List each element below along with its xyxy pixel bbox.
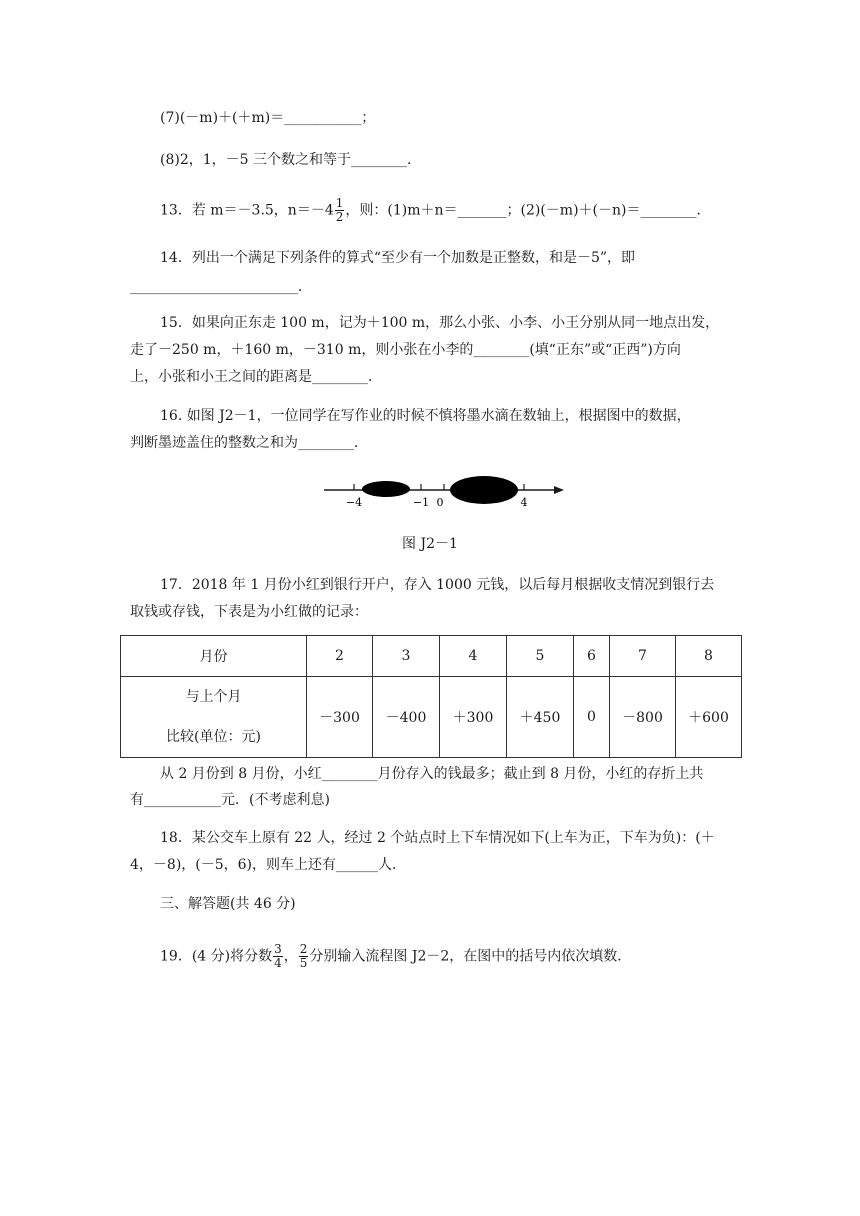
question-17-line-2: 取钱或存钱，下表是为小红做的记录： — [130, 604, 368, 620]
question-17-line-3: 从 2 月份到 8 月份，小红________月份存入的钱最多；截止到 8 月份，小红的存折上共 — [160, 766, 704, 782]
q19-fraction-2 — [299, 943, 309, 970]
q19-separator: ， — [283, 948, 298, 965]
number-line-figure — [320, 472, 570, 512]
item-7: (7)(－m)＋(＋m)＝___________； — [160, 110, 376, 126]
table-cell-value: ＋300 — [440, 677, 507, 758]
question-17-line-1: 17．2018 年 1 月份小红到银行开户，存入 1000 元钱，以后每月根据收支情况到银行去 — [160, 577, 715, 593]
ink-blot-right — [450, 476, 518, 504]
table-cell-month: 4 — [440, 636, 507, 677]
table-cell-value: 0 — [574, 677, 610, 758]
question-14-line-1: 14．列出一个满足下列条件的算式“至少有一个加数是正整数，和是－5”，即 — [160, 250, 636, 266]
table-cell-month: 7 — [610, 636, 676, 677]
q19-fraction-1 — [273, 943, 283, 970]
question-15-line-1: 15．如果向正东走 100 m，记为＋100 m，那么小张、小李、小王分别从同一地点出发， — [160, 315, 720, 331]
row-label-line-1: 与上个月 — [185, 689, 242, 705]
axis-arrow-icon — [554, 486, 564, 494]
label-0: 0 — [436, 496, 444, 509]
question-15-line-2: 走了－250 m，＋160 m，－310 m，则小张在小李的________(填“正东”或“正西”)方向 — [130, 342, 681, 358]
q13-prefix: 13．若 m＝－3.5，n＝－4 — [160, 202, 334, 219]
table-row-months — [121, 636, 742, 677]
q19-suffix: 分别输入流程图 J2－2，在图中的括号内依次填数． — [309, 948, 632, 965]
table-cell-month: 3 — [373, 636, 440, 677]
table-row-changes — [121, 677, 742, 758]
question-14-line-2: ________________________． — [130, 279, 312, 295]
question-17-line-4: 有___________元．(不考虑利息) — [130, 792, 330, 808]
q19-frac1-numerator: 3 — [274, 942, 282, 956]
q13-fraction — [335, 197, 345, 224]
question-18-line-2: 4，－8)，(－5，6)，则车上还有______人． — [130, 857, 407, 873]
table-cell-value: －300 — [307, 677, 373, 758]
table-cell-value: ＋450 — [507, 677, 574, 758]
table-cell-month: 2 — [307, 636, 373, 677]
q19-prefix: 19．(4 分)将分数 — [160, 948, 273, 965]
table-row-label — [121, 677, 307, 758]
question-13 — [160, 197, 710, 224]
table-cell-value: －400 — [373, 677, 440, 758]
table-cell-month: 6 — [574, 636, 610, 677]
table-cell-value: ＋600 — [676, 677, 742, 758]
q13-frac-numerator: 1 — [335, 196, 344, 210]
label-minus-1: −1 — [412, 496, 430, 509]
section-heading: 三、解答题(共 46 分) — [160, 896, 296, 912]
savings-record-table — [120, 635, 742, 758]
question-16-line-2: 判断墨迹盖住的整数之和为________． — [130, 435, 368, 451]
label-minus-4: −4 — [345, 496, 363, 509]
question-18-line-1: 18．某公交车上原有 22 人，经过 2 个站点时上下车情况如下(上车为正，下车为负)：(＋ — [160, 830, 715, 846]
q19-frac2-numerator: 2 — [299, 942, 308, 956]
figure-caption: 图 J2－1 — [402, 536, 458, 552]
table-cell-month: 8 — [676, 636, 742, 677]
table-header-label: 月份 — [121, 636, 307, 677]
q19-frac1-denominator: 4 — [274, 956, 282, 970]
q13-frac-denominator: 2 — [335, 210, 344, 224]
question-16-line-1: 16. 如图 J2－1，一位同学在写作业的时候不慎将墨水滴在数轴上，根据图中的数据， — [160, 408, 691, 424]
q13-suffix: ，则：(1)m＋n＝_______；(2)(－m)＋(－n)＝________． — [345, 202, 711, 219]
label-4: 4 — [520, 496, 528, 509]
question-19 — [160, 943, 631, 970]
row-label-line-2: 比较(单位：元) — [166, 729, 261, 745]
ink-blot-left — [362, 481, 410, 497]
table-cell-value: －800 — [610, 677, 676, 758]
table-cell-month: 5 — [507, 636, 574, 677]
question-15-line-3: 上，小张和小王之间的距离是________． — [130, 369, 382, 385]
q19-frac2-denominator: 5 — [299, 956, 308, 970]
item-8: (8)2，1，－5 三个数之和等于________． — [160, 152, 422, 168]
